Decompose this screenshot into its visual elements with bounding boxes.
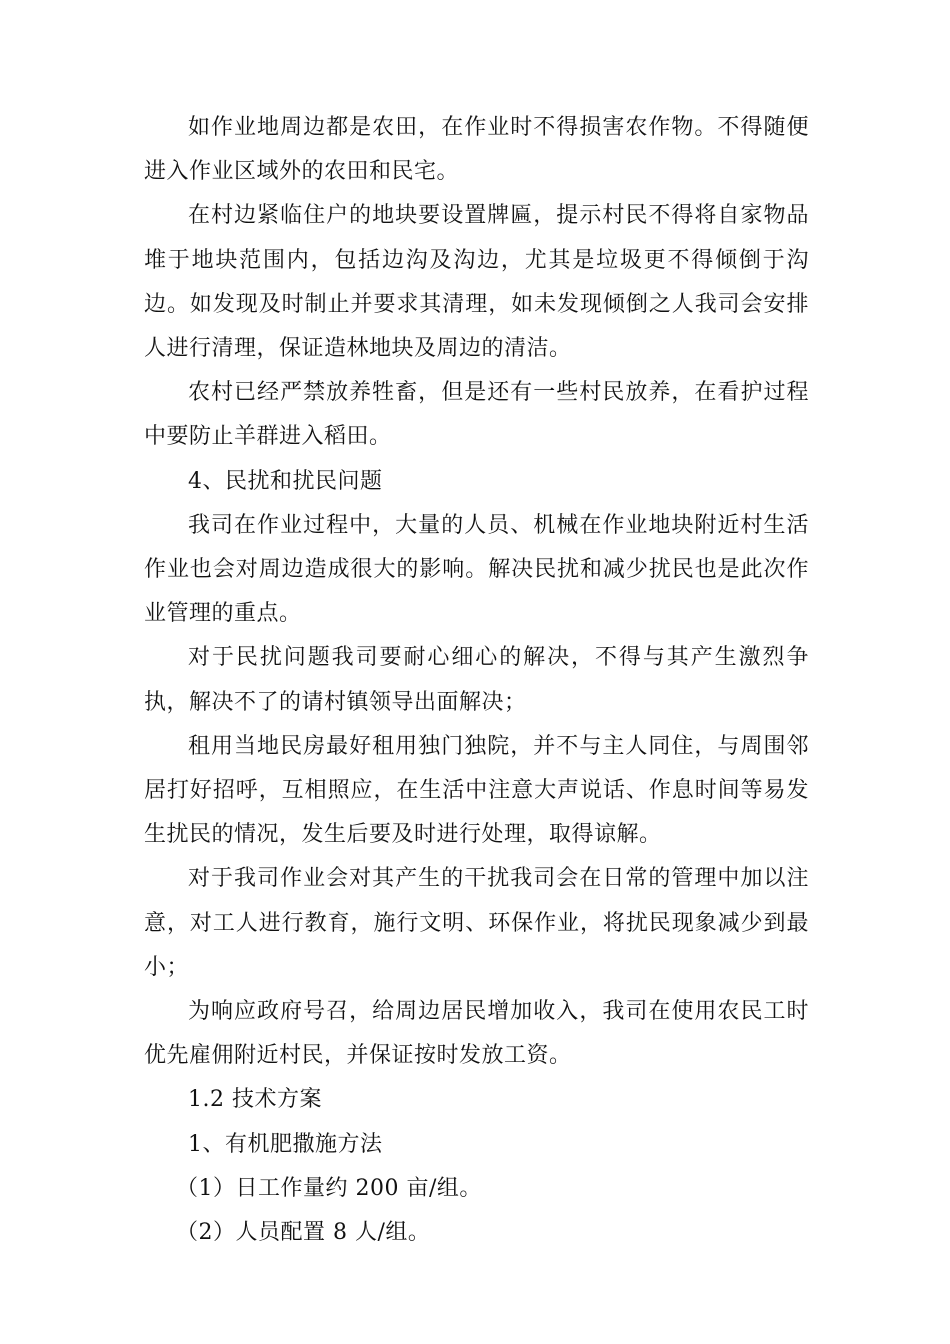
paragraph-housing: 租用当地民房最好租用独门独院，并不与主人同住，与周围邻居打好招呼，互相照应，在生活中注意大声说话、作息时间等易发生扰民的情况，发生后要及时进行处理，取得谅解。: [144, 733, 809, 848]
subsection-heading-fertilizer: 1、有机肥撒施方法: [188, 1131, 383, 1157]
list-item-daily-workload: （1）日工作量约 200 亩/组。: [176, 1175, 482, 1201]
section-heading-technical-plan: 1.2 技术方案: [188, 1087, 322, 1113]
paragraph-resolve: 对于民扰问题我司要耐心细心的解决，不得与其产生激烈争执，解决不了的请村镇领导出面解决；: [144, 645, 809, 715]
paragraph-livestock: 农村已经严禁放养牲畜，但是还有一些村民放养，在看护过程中要防止羊群进入稻田。: [144, 380, 809, 450]
paragraph-signboard: 在村边紧临住户的地块要设置牌匾，提示村民不得将自家物品堆于地块范围内，包括边沟及沟边，尤其是垃圾更不得倾倒于沟边。如发现及时制止并要求其清理，如未发现倾倒之人我司会安排人进行清理，保证造林地块及周边的清洁。: [144, 203, 809, 362]
paragraph-impact: 我司在作业过程中，大量的人员、机械在作业地块附近村生活作业也会对周边造成很大的影响。解决民扰和减少扰民也是此次作业管理的重点。: [144, 512, 809, 627]
paragraph-farmland: 如作业地周边都是农田，在作业时不得损害农作物。不得随便进入作业区域外的农田和民宅。: [144, 115, 809, 185]
list-item-staffing: （2）人员配置 8 人/组。: [176, 1220, 431, 1246]
paragraph-education: 对于我司作业会对其产生的干扰我司会在日常的管理中加以注意，对工人进行教育，施行文明、环保作业，将扰民现象减少到最小；: [144, 866, 809, 980]
section-heading-disturbance: 4、民扰和扰民问题: [188, 468, 383, 494]
document-body: [144, 106, 809, 1255]
paragraph-hiring: 为响应政府号召，给周边居民增加收入，我司在使用农民工时优先雇佣附近村民，并保证按时发放工资。: [144, 999, 809, 1069]
